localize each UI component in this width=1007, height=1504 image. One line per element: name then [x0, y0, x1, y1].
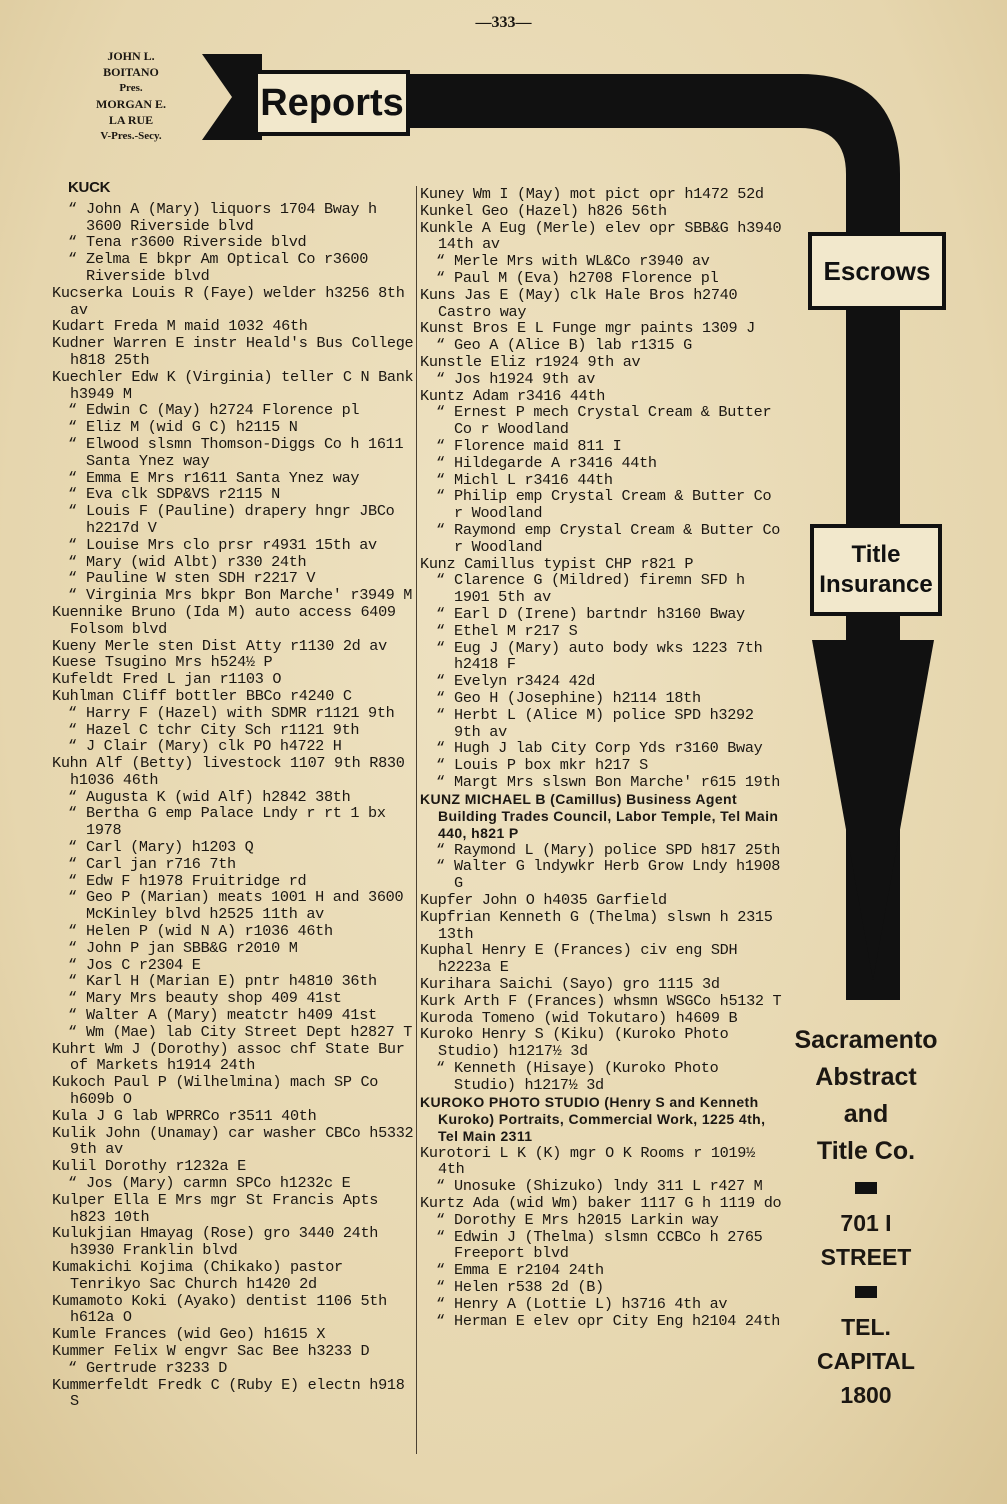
- directory-entry: Kufeldt Fred L jan r1103 O: [52, 670, 282, 689]
- directory-entry: “ Evelyn r3424 42d: [420, 673, 782, 690]
- directory-entry: “ Mary (wid Albt) r330 24th: [52, 554, 414, 571]
- directory-entry: “ Clarence G (Mildred) firemn SFD h 1901 5th av: [420, 572, 782, 606]
- directory-entry: Kulukjian Hmayag (Rose) gro 3440 24th h3930 Franklin blvd: [52, 1224, 379, 1260]
- directory-entry: “ Bertha G emp Palace Lndy r rt 1 bx 1978: [52, 805, 414, 839]
- officer-line: V-Pres.-Secy.: [100, 130, 162, 142]
- address-line1: 701 I: [840, 1210, 892, 1236]
- directory-entry: Kuroda Tomeno (wid Tokutaro) h4609 B: [420, 1008, 738, 1027]
- directory-entry: “ Helen P (wid N A) r1036 46th: [52, 923, 414, 940]
- directory-entry: Kukoch Paul P (Wilhelmina) mach SP Co h609b O: [52, 1073, 379, 1109]
- tel-line3: 1800: [840, 1382, 892, 1408]
- directory-entry: Kulper Ella E Mrs mgr St Francis Apts h823 10th: [52, 1190, 379, 1226]
- directory-entry: Kunz Camillus typist CHP r821 P: [420, 554, 694, 573]
- directory-entry: “ Mary Mrs beauty shop 409 41st: [52, 990, 414, 1007]
- entry-list-right: [420, 186, 782, 1329]
- company-name-line4: Title Co.: [816, 1137, 916, 1165]
- directory-entry: Kumakichi Kojima (Chikako) pastor Tenrikyo Sac Church h1420 2d: [52, 1258, 343, 1293]
- directory-entry: “ Louise Mrs clo prsr r4931 15th av: [52, 537, 414, 554]
- company-name-line1: Sacramento: [794, 1026, 938, 1054]
- officer-line: Pres.: [119, 82, 143, 94]
- company-advert: [776, 1022, 956, 1412]
- title-insurance-label-box: [810, 524, 942, 616]
- directory-entry: Kuphal Henry E (Frances) civ eng SDH h2223a E: [420, 941, 738, 977]
- business-listing: KUROKO PHOTO STUDIO (Henry S and Kenneth Kuroko) Portraits, Commercial Work, 1225 4th, Tel Main 2311: [420, 1093, 766, 1144]
- directory-entry: “ Virginia Mrs bkpr Bon Marche' r3949 M: [52, 587, 414, 604]
- directory-entry: “ Florence maid 811 I: [420, 438, 782, 455]
- directory-entry: “ Henry A (Lottie L) h3716 4th av: [420, 1296, 782, 1313]
- page-number: —333—: [475, 14, 532, 31]
- directory-entry: “ Hugh J lab City Corp Yds r3160 Bway: [420, 740, 782, 757]
- directory-entry: “ Louis P box mkr h217 S: [420, 757, 782, 774]
- title-insurance-line1: Title: [851, 541, 901, 568]
- directory-entry: “ Edwin J (Thelma) slsmn CCBCo h 2765 Freeport blvd: [420, 1229, 782, 1263]
- directory-entry: “ Herbt L (Alice M) police SPD h3292 9th av: [420, 707, 782, 741]
- directory-entry: “ Karl H (Marian E) pntr h4810 36th: [52, 973, 414, 990]
- officer-line: MORGAN E.: [96, 97, 166, 111]
- officer-line: BOITANO: [103, 65, 159, 79]
- directory-entry: “ Eva clk SDP&VS r2115 N: [52, 486, 414, 503]
- directory-entry: “ Merle Mrs with WL&Co r3940 av: [420, 253, 782, 270]
- directory-entry: “ Emma E Mrs r1611 Santa Ynez way: [52, 470, 414, 487]
- directory-entry: Kunst Bros E L Funge mgr paints 1309 J: [420, 319, 755, 338]
- directory-entry: “ Philip emp Crystal Cream & Butter Co r Woodland: [420, 488, 782, 522]
- surname-heading: KUCK: [68, 179, 111, 196]
- directory-entry: Kuhn Alf (Betty) livestock 1107 9th R830 h1036 46th: [52, 754, 405, 789]
- directory-entry: Kudner Warren E instr Heald's Bus College h818 25th: [52, 334, 414, 369]
- directory-column-right: [420, 186, 782, 1329]
- directory-entry: “ John A (Mary) liquors 1704 Bway h 3600 Riverside blvd: [52, 201, 414, 235]
- directory-entry: Kuese Tsugino Mrs h524½ P: [52, 653, 273, 672]
- directory-entry: Kurihara Saichi (Sayo) gro 1115 3d: [420, 975, 720, 994]
- directory-entry: Kulil Dorothy r1232a E: [52, 1157, 246, 1176]
- directory-entry: “ Augusta K (wid Alf) h2842 38th: [52, 789, 414, 806]
- directory-entry: Kupfrian Kenneth G (Thelma) slswn h 2315 13th: [420, 907, 773, 943]
- directory-entry: Kumamoto Koki (Ayako) dentist 1106 5th h612a O: [52, 1291, 387, 1327]
- directory-entry: “ Paul M (Eva) h2708 Florence pl: [420, 270, 782, 287]
- arrow-head: [812, 640, 934, 980]
- directory-entry: “ John P jan SBB&G r2010 M: [52, 940, 414, 957]
- directory-entry: Kula J G lab WPRRCo r3511 40th: [52, 1106, 317, 1125]
- directory-entry: “ Eug J (Mary) auto body wks 1223 7th h2418 F: [420, 640, 782, 674]
- address-line2: STREET: [820, 1244, 912, 1270]
- directory-entry: “ Carl jan r716 7th: [52, 856, 414, 873]
- directory-entry: “ Michl L r3416 44th: [420, 472, 782, 489]
- directory-entry: Kudart Freda M maid 1032 46th: [52, 317, 308, 336]
- escrows-label: Escrows: [823, 255, 931, 286]
- directory-entry: “ Jos C r2304 E: [52, 957, 414, 974]
- directory-entry: Kuennike Bruno (Ida M) auto access 6409 Folsom blvd: [52, 602, 396, 638]
- directory-entry: “ Zelma E bkpr Am Optical Co r3600 Riverside blvd: [52, 251, 414, 285]
- directory-entry: “ Emma E r2104 24th: [420, 1262, 782, 1279]
- directory-entry: “ Walter G lndywkr Herb Grow Lndy h1908 G: [420, 858, 782, 892]
- company-name-line2: Abstract: [815, 1063, 917, 1091]
- directory-entry: “ Raymond L (Mary) police SPD h817 25th: [420, 842, 782, 859]
- reports-label-box: [254, 70, 410, 136]
- directory-entry: “ Geo P (Marian) meats 1001 H and 3600 McKinley blvd h2525 11th av: [52, 889, 414, 923]
- company-name-line3: and: [843, 1100, 889, 1128]
- directory-entry: Kupfer John O h4035 Garfield: [420, 891, 667, 910]
- directory-entry: Kumle Frances (wid Geo) h1615 X: [52, 1325, 326, 1344]
- column-divider: [416, 186, 417, 1454]
- directory-entry: “ Helen r538 2d (B): [420, 1279, 782, 1296]
- directory-entry: “ Dorothy E Mrs h2015 Larkin way: [420, 1212, 782, 1229]
- directory-entry: “ Geo H (Josephine) h2114 18th: [420, 690, 782, 707]
- directory-entry: “ Edw F h1978 Fruitridge rd: [52, 873, 414, 890]
- officer-line: JOHN L.: [107, 49, 155, 63]
- directory-entry: Kuns Jas E (May) clk Hale Bros h2740 Castro way: [420, 285, 738, 321]
- directory-entry: “ Eliz M (wid G C) h2115 N: [52, 419, 414, 436]
- directory-entry: Kuney Wm I (May) mot pict opr h1472 52d: [420, 185, 764, 203]
- directory-entry: Kunstle Eliz r1924 9th av: [420, 352, 641, 371]
- directory-entry: “ Louis F (Pauline) drapery hngr JBCo h2217d V: [52, 503, 414, 537]
- directory-entry: Kummerfeldt Fredk C (Ruby E) electn h918 S: [52, 1375, 405, 1411]
- directory-entry: Kuechler Edw K (Virginia) teller C N Bank h3949 M: [52, 367, 414, 403]
- officer-line: LA RUE: [108, 113, 154, 127]
- directory-entry: “ Wm (Mae) lab City Street Dept h2827 T: [52, 1024, 414, 1041]
- directory-entry: Kucserka Louis R (Faye) welder h3256 8th av: [52, 283, 405, 319]
- separator-dash: [855, 1286, 877, 1298]
- title-insurance-line2: Insurance: [819, 571, 933, 598]
- directory-entry: “ Jos (Mary) carmn SPCo h1232c E: [52, 1175, 414, 1192]
- directory-entry: “ Margt Mrs slswn Bon Marche' r615 19th: [420, 774, 782, 791]
- separator-dash: [855, 1182, 877, 1194]
- directory-entry: “ Gertrude r3233 D: [52, 1360, 414, 1377]
- directory-entry: Kunkel Geo (Hazel) h826 56th: [420, 201, 667, 220]
- directory-entry: “ Harry F (Hazel) with SDMR r1121 9th: [52, 705, 414, 722]
- directory-entry: “ Walter A (Mary) meatctr h409 41st: [52, 1007, 414, 1024]
- directory-entry: “ Elwood slsmn Thomson-Diggs Co h 1611 Santa Ynez way: [52, 436, 414, 470]
- directory-entry: Kuntz Adam r3416 44th: [420, 386, 606, 405]
- directory-entry: Kurtz Ada (wid Wm) baker 1117 G h 1119 do: [420, 1194, 782, 1213]
- directory-entry: Kuroko Henry S (Kiku) (Kuroko Photo Studio) h1217½ 3d: [420, 1025, 729, 1061]
- directory-entry: “ Hildegarde A r3416 44th: [420, 455, 782, 472]
- directory-entry: “ Jos h1924 9th av: [420, 371, 782, 388]
- directory-entry: Kummer Felix W engvr Sac Bee h3233 D: [52, 1341, 370, 1360]
- directory-entry: “ Hazel C tchr City Sch r1121 9th: [52, 722, 414, 739]
- directory-entry: Kunkle A Eug (Merle) elev opr SBB&G h3940 14th av: [420, 218, 782, 254]
- directory-entry: Kulik John (Unamay) car washer CBCo h5332 9th av: [52, 1123, 414, 1159]
- directory-entry: “ Raymond emp Crystal Cream & Butter Co r Woodland: [420, 522, 782, 556]
- directory-column-left: [52, 180, 414, 1410]
- directory-entry: Kurotori L K (K) mgr O K Rooms r 1019½ 4th: [420, 1143, 755, 1179]
- directory-entry: Kuhlman Cliff bottler BBCo r4240 C: [52, 686, 352, 705]
- directory-entry: “ Kenneth (Hisaye) (Kuroko Photo Studio) h1217½ 3d: [420, 1060, 782, 1094]
- directory-entry: “ Earl D (Irene) bartndr h3160 Bway: [420, 606, 782, 623]
- tel-line2: CAPITAL: [817, 1348, 915, 1374]
- directory-entry: “ Ethel M r217 S: [420, 623, 782, 640]
- directory-entry: “ Pauline W sten SDH r2217 V: [52, 570, 414, 587]
- directory-entry: “ Tena r3600 Riverside blvd: [52, 234, 414, 251]
- directory-entry: “ J Clair (Mary) clk PO h4722 H: [52, 738, 414, 755]
- reports-label: Reports: [260, 81, 404, 124]
- escrows-label-box: [808, 232, 946, 310]
- directory-entry: “ Unosuke (Shizuko) lndy 311 L r427 M: [420, 1178, 782, 1195]
- directory-entry: Kurk Arth F (Frances) whsmn WSGCo h5132 T: [420, 991, 782, 1010]
- entry-list-left: [52, 201, 414, 1410]
- directory-entry: Kueny Merle sten Dist Atty r1130 2d av: [52, 636, 387, 655]
- directory-entry: Kuhrt Wm J (Dorothy) assoc chf State Bur of Markets h1914 24th: [52, 1039, 405, 1075]
- directory-entry: “ Carl (Mary) h1203 Q: [52, 839, 414, 856]
- tel-line1: TEL.: [841, 1314, 891, 1340]
- directory-entry: “ Geo A (Alice B) lab r1315 G: [420, 337, 782, 354]
- directory-entry: “ Edwin C (May) h2724 Florence pl: [52, 402, 414, 419]
- directory-entry: “ Ernest P mech Crystal Cream & Butter Co r Woodland: [420, 404, 782, 438]
- directory-entry: “ Herman E elev opr City Eng h2104 24th: [420, 1313, 782, 1330]
- business-listing: KUNZ MICHAEL B (Camillus) Business Agent Building Trades Council, Labor Temple, Tel Main 440, h821 P: [420, 790, 779, 841]
